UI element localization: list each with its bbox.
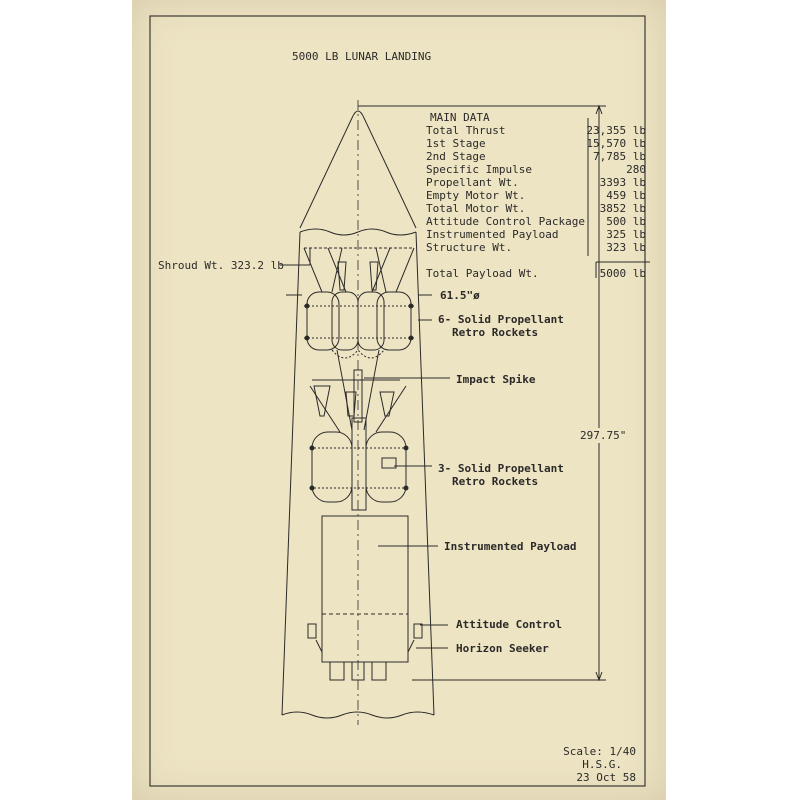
shroud-right (416, 232, 434, 715)
main-data-label: Total Thrust (426, 124, 506, 137)
main-data-label: Empty Motor Wt. (426, 189, 526, 202)
main-data-label: Specific Impulse (426, 163, 532, 176)
retro-3-line2: Retro Rockets (452, 475, 539, 488)
shroud-left (282, 232, 300, 715)
main-data-value: 15,570 lb (586, 137, 646, 150)
main-data-labels (426, 124, 585, 254)
main-data-value: 3852 lb (599, 202, 646, 215)
drawing-sheet (132, 0, 666, 800)
main-data-label: Structure Wt. (426, 241, 513, 254)
main-data-value: 23,355 lb (586, 124, 646, 137)
main-data-label: 1st Stage (426, 137, 486, 150)
payload-callout: Instrumented Payload (444, 540, 577, 553)
horizon-seeker-callout: Horizon Seeker (456, 642, 549, 655)
retro-6-line2: Retro Rockets (452, 326, 539, 339)
main-data-value: 500 lb (606, 215, 646, 228)
main-data-value: 7,785 lb (593, 150, 646, 163)
attitude-control-callout: Attitude Control (456, 618, 562, 631)
retro-3-callout (438, 462, 564, 488)
initials-text: H.S.G. (582, 758, 622, 771)
upper-retro-rockets (304, 292, 414, 358)
retro-6-callout (438, 313, 564, 339)
main-data-label: Total Motor Wt. (426, 202, 526, 215)
lunar-lander-drawing (132, 0, 666, 800)
lower-retro-rockets (310, 418, 408, 510)
main-data-value: 280 (626, 163, 646, 176)
main-data-values (572, 124, 646, 254)
main-data-label: Attitude Control Package (426, 215, 585, 228)
shroud-callout: Shroud Wt. 323.2 lb (158, 259, 284, 272)
upper-nozzle-left (338, 262, 346, 290)
main-data-label: Instrumented Payload (426, 228, 559, 241)
main-data-label: 2nd Stage (426, 150, 486, 163)
retro-3-line1: 3- Solid Propellant (438, 462, 564, 475)
main-data-value: 3393 lb (599, 176, 646, 189)
lower-nozzle-left (314, 386, 330, 416)
total-payload-label: Total Payload Wt. (426, 267, 539, 280)
main-data-value: 325 lb (606, 228, 646, 241)
date-text: 23 Oct 58 (576, 771, 636, 784)
total-payload-value: 5000 lb (599, 267, 646, 280)
main-data-label: Propellant Wt. (426, 176, 519, 189)
lower-nozzle-right (380, 392, 394, 416)
main-data-heading: MAIN DATA (430, 111, 490, 124)
diameter-callout: 61.5"ø (440, 289, 480, 302)
main-data-value: 459 lb (606, 189, 646, 202)
retro-6-line1: 6- Solid Propellant (438, 313, 564, 326)
length-dimension: 297.75" (580, 429, 627, 442)
instrumented-payload-box (322, 516, 408, 662)
scale-text: Scale: 1/40 (563, 745, 636, 758)
title-block (532, 745, 636, 784)
impact-spike-callout: Impact Spike (456, 373, 536, 386)
drawing-title: 5000 LB LUNAR LANDING (292, 50, 432, 63)
main-data-value: 323 lb (606, 241, 646, 254)
